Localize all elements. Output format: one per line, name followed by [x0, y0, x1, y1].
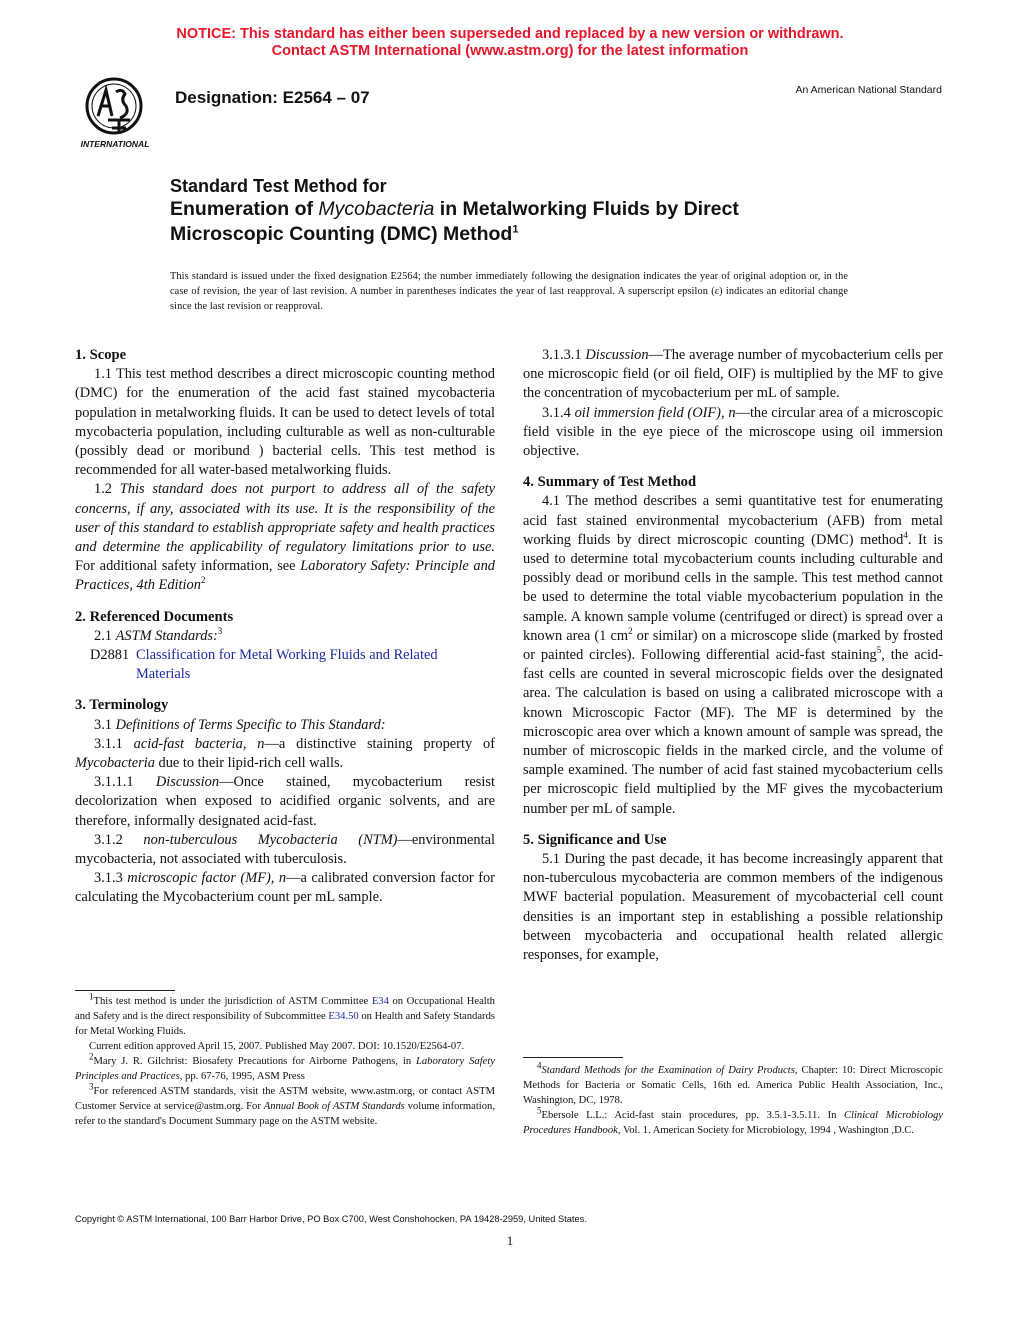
- para-1-2: 1.2 This standard does not purport to address all of the safety concerns, if any, associated with its use. It is the responsibility of the user of this standard to establish appropriate safety and health practices and determine the applicability of regulatory limitations prior to use. For additional safety information, see Laboratory Safety: Principle and Practices, 4th Edition$^2$: [75, 481, 495, 594]
- footnote-3: $^3$For referenced ASTM standards, visit the ASTM website, www.astm.org, or contact ASTM Customer Service at service@astm.org. For Annual Book of ASTM Standards volume information, refer to the standard's Document Summary page on the ASTM website.: [75, 1081, 495, 1127]
- logo-text: INTERNATIONAL: [80, 139, 150, 149]
- para-2-1: 2.1 ASTM Standards:$^3$: [94, 626, 223, 644]
- footnote-5: $^5$Ebersole L.L.: Acid-fast stain procedures, pp. 3.5.1-3.5.11. In Clinical Microbiology Procedures Handbook, Vol. 1. American Society for Microbiology, 1994 , Washington ,D.C.: [523, 1105, 943, 1136]
- section-3-heading: 3. Terminology: [75, 697, 169, 714]
- ref-title-link[interactable]: Classification for Metal Working Fluids and Related Materials: [136, 647, 438, 683]
- footnote-1: $^1$This test method is under the jurisdiction of ASTM Committee E34 on Occupational Health and Safety and is the direct responsibility of Subcommittee E34.50 on Health and Safety Standards for Metal Working Fluids.: [75, 991, 495, 1037]
- footnote-rule-right: [523, 1057, 623, 1058]
- title-line-3: Microscopic Counting (DMC) Method$^1$: [170, 223, 519, 245]
- para-3-1-3-1: 3.1.3.1 Discussion—The average number of mycobacterium cells per one microscopic field (or oil field, OIF) is multiplied by the MF to give the concentration of mycobacterium per mL of sample.: [523, 347, 944, 402]
- title-line-1: Standard Test Method for: [170, 176, 387, 196]
- e34-link[interactable]: E34: [371, 996, 389, 1007]
- para-3-1-2: 3.1.2 non-tuberculous Mycobacteria (NTM)—environmental mycobacteria, not associated with tuberculosis.: [75, 831, 495, 868]
- footnote-4: $^4$Standard Methods for the Examination of Dairy Products, Chapter: 10: Direct Microscopic Methods for Bacteria or Somatic Cells, 16th ed. America Public Health Association, Inc., Washington, DC, 1978.: [523, 1060, 944, 1106]
- designation: Designation: E2564 – 07: [175, 88, 370, 107]
- para-3-1-3: 3.1.3 microscopic factor (MF), n—a calibrated conversion factor for calculating the Mycobacterium count per mL sample.: [75, 870, 495, 906]
- section-4-heading: 4. Summary of Test Method: [523, 474, 697, 491]
- document-title: [170, 175, 890, 247]
- notice-banner: [0, 26, 1020, 60]
- footnote-2: $^2$Mary J. R. Gilchrist: Biosafety Precautions for Airborne Pathogens, in Laboratory Safety Principles and Practices, pp. 67-76, 1995, ASM Press: [75, 1051, 495, 1082]
- referenced-standard: [75, 646, 495, 684]
- footnotes-left: [75, 991, 495, 1129]
- ref-code: D2881: [90, 647, 130, 664]
- astm-logo-icon: [68, 76, 162, 150]
- footnote-1-approval: Current edition approved April 15, 2007. Published May 2007. DOI: 10.1520/E2564-07.: [89, 1041, 465, 1052]
- footnotes-right: [523, 1060, 944, 1138]
- notice-line-2: Contact ASTM International (www.astm.org) for the latest information: [271, 43, 749, 59]
- section-1-heading: 1. Scope: [75, 347, 127, 363]
- notice-line-1: NOTICE: This standard has either been superseded and replaced by a new version or withdrawn.: [176, 26, 844, 42]
- right-column: [523, 346, 943, 965]
- para-3-1-1-1: 3.1.1.1 Discussion—Once stained, mycobacterium resist decolorization when exposed to acidified organic solvents, and are therefore, informally designated acid-fast.: [75, 774, 495, 829]
- para-4-1: 4.1 The method describes a semi quantitative test for enumerating acid fast stained environmental mycobacterium (AFB) from metal working fluids by direct microscopic counting (DMC) method$^4$. It is used to determine total mycobacterium counts including culturable and possibly dead or moribund cells in the sample. This test method cannot be used to determine the total viable mycobacterium population in the sample. A known sample volume (centrifuged or direct) is spread over a known area (1 $cm^2$ or similar) on a microscope slide (marked by frosted or painted circles). Following differential acid-fast staining$^5$, the acid-fast cells are counted in several microscopic fields over the designated area. The calculation is based on using a calibrated microscope with a known Microscopic Factor (MF). The MF is determined by the microscopic area over which a known amount of sample was spread, the number of microscopic fields in the marked circle, and the volume of sample examined. The number of acid fast stained mycobacterium cells per microscopic field multiplied by the MF gives the mycobacterium number per mL of sample.: [523, 493, 944, 817]
- section-2-heading: 2. Referenced Documents: [75, 608, 234, 625]
- para-5-1: 5.1 During the past decade, it has become increasingly apparent that non-tuberculous mycobacteria are common members of the indigenous MWF bacterial population. Measurement of mycobacterial cell count densities is an important step in establishing a possible relationship between mycobacteria and occupational health related allergic responses, for example,: [523, 851, 943, 964]
- left-column: [75, 346, 495, 908]
- para-3-1: 3.1 Definitions of Terms Specific to This Standard:: [94, 716, 386, 733]
- section-5-heading: 5. Significance and Use: [523, 831, 667, 848]
- e34-50-link[interactable]: E34.50: [328, 1011, 359, 1022]
- para-3-1-4: 3.1.4 oil immersion field (OIF), n—the circular area of a microscopic field visible in the eye piece of the microscope using oil immersion objective.: [523, 404, 943, 460]
- copyright: Copyright © ASTM International, 100 Barr Harbor Drive, PO Box C700, West Conshohocken, PA 19428-2959, United States.: [75, 1214, 587, 1224]
- para-3-1-1: 3.1.1 acid-fast bacteria, n—a distinctive staining property of Mycobacteria due to their lipid-rich cell walls.: [75, 735, 495, 772]
- issuance-note: This standard is issued under the fixed designation E2564; the number immediately following the designation indicates the year of original adoption or, in the case of revision, the year of last revision. A number in parentheses indicates the year of last reapproval. A superscript epsilon (ε) indicates an editorial change since the last revision or reapproval.: [170, 271, 848, 312]
- para-1-1: 1.1 This test method describes a direct microscopic counting method (DMC) for the enumeration of the acid fast stained mycobacteria population in metalworking fluids. It can be used to detect levels of total mycobacteria population, including culturable as well as non-culturable (possibly dead or moribund ) bacterial cells. This test method is recommended for all water-based metalworking fluids.: [75, 366, 495, 479]
- american-national-standard: An American National Standard: [795, 84, 942, 96]
- page-number: 1: [506, 1233, 514, 1248]
- title-line-2: Enumeration of Mycobacteria in Metalworking Fluids by Direct: [170, 198, 739, 220]
